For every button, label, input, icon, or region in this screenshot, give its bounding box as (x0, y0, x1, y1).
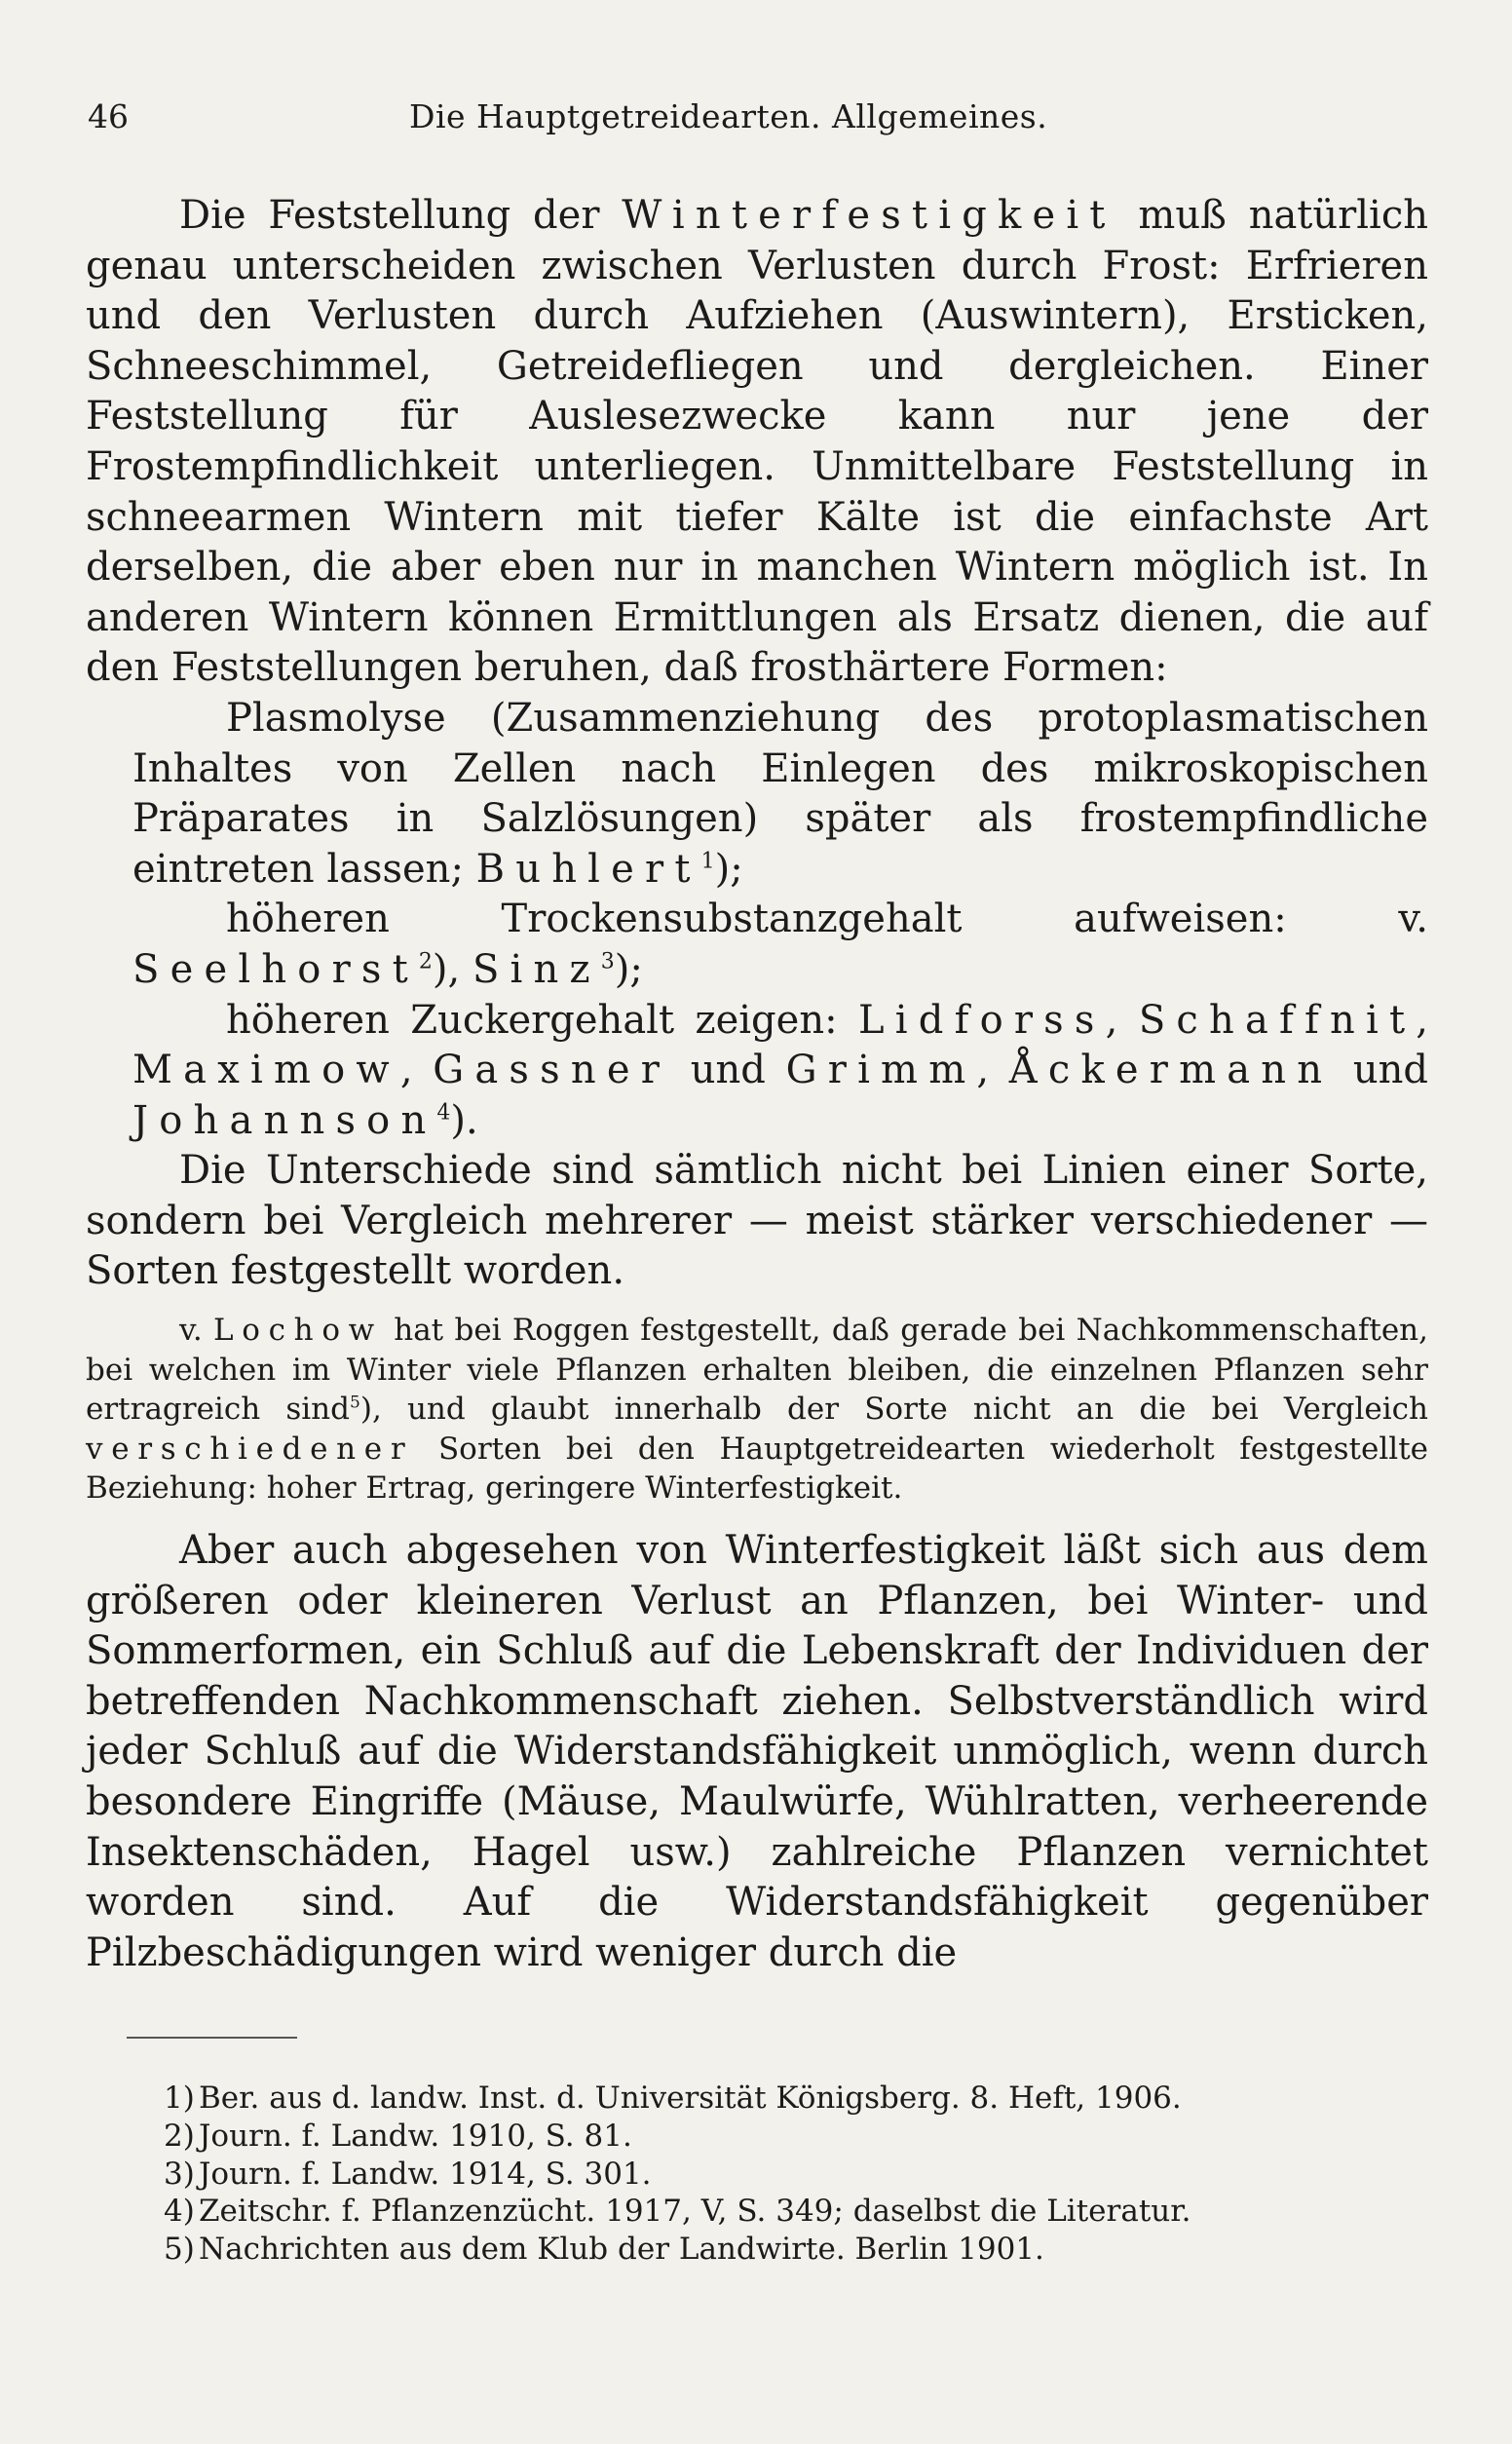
spaced-term: Winterfestigkeit (622, 193, 1116, 238)
footnote-mark: 5) (164, 2232, 195, 2268)
footnote-ref: 3 (600, 949, 615, 974)
footnote-ref: 1 (700, 849, 715, 874)
footnote-text: Journ. f. Landw. 1910, S. 81. (199, 2118, 632, 2154)
paragraph-winterfestigkeit: Die Feststellung der Winterfestigkeit muß natürlich genau unterscheiden zwischen Verlusten durch Frost: Erfrieren und den Verlusten durch Aufziehen (Auswintern), Ersticken, Schneeschimmel, Getreidefliegen und dergleichen. Einer Feststellung für Auslesezwecke kann nur jene der Frostempfindlichkeit unterliegen. Unmittelbare Feststellung in schneearmen Wintern mit tiefer Kälte ist die einfachste Art derselben, die aber eben nur in manchen Wintern möglich ist. In anderen Wintern können Ermittlungen als Ersatz dienen, die auf den Feststellungen beruhen, daß frosthärtere Formen: (86, 193, 1429, 691)
footnote-divider (127, 2037, 297, 2039)
footnote (164, 2231, 1420, 2269)
footnote-mark: 3) (164, 2156, 195, 2192)
footnote-ref: 2 (418, 949, 433, 974)
author-name: Maximow (132, 1048, 400, 1093)
author-name: Åckermann (1008, 1048, 1334, 1093)
footnote-text: Nachrichten aus dem Klub der Landwirte. Berlin 1901. (199, 2232, 1044, 2268)
paragraph-unterschiede: Die Unterschiede sind sämtlich nicht bei Linien einer Sorte, sondern bei Vergleich mehrerer — meist stärker verschiedener — Sorten festgestellt worden. (86, 1148, 1428, 1294)
author-name: Gassner (433, 1048, 671, 1093)
footnote (164, 2080, 1420, 2118)
author-name: Lochow (213, 1313, 383, 1349)
author-name: Buhlert (475, 846, 701, 892)
footnote-mark: 2) (164, 2118, 195, 2154)
small-print-block: v. Lochow hat bei Roggen festgestellt, daß gerade bei Nachkommenschaften, bei welchen im Winter viele Pflanzen erhalten bleiben, die einzelnen Pflanzen sehr ertragreich sind$^5$), und glaubt innerhalb der Sorte nicht an die bei Vergleich verschiedener Sorten bei den Hauptgetreidearten wiederholt festgestellte Beziehung: hoher Ertrag, geringere Winterfestigkeit. (86, 1313, 1428, 1507)
author-name: Johannson (132, 1097, 437, 1143)
footnote-text: Ber. aus d. landw. Inst. d. Universität Königsberg. 8. Heft, 1906. (199, 2081, 1182, 2116)
author-name: Lidforss (858, 997, 1106, 1043)
paragraph-lebenskraft: Aber auch abgesehen von Winterfestigkeit läßt sich aus dem größeren oder kleineren Verlust an Pflanzen, bei Winter- und Sommerformen, ein Schluß auf die Lebenskraft der Individuen der betreffenden Nachkommenschaft ziehen. Selbstverständlich wird jeder Schluß auf die Widerstandsfähigkeit unmöglich, wenn durch besondere Eingriffe (Mäuse, Maulwürfe, Wühlratten, verheerende Insektenschäden, Hagel usw.) zahlreiche Pflanzen vernichtet worden sind. Auf die Widerstandsfähigkeit gegenüber Pilzbeschädigungen wird weniger durch die (86, 1528, 1428, 1975)
footnote-ref: 4 (436, 1100, 451, 1126)
author-name: Sinz (472, 946, 601, 992)
footnote-mark: 1) (164, 2081, 195, 2116)
author-name: Seelhorst (132, 946, 419, 992)
footnote-text: Journ. f. Landw. 1914, S. 301. (199, 2156, 652, 2192)
footnotes (164, 2080, 1420, 2269)
footnote (164, 2118, 1420, 2156)
emphasis: verschiedener (86, 1431, 414, 1467)
page-number: 46 (88, 97, 129, 135)
main-text (86, 191, 1428, 1978)
running-title: Die Hauptgetreidearten. Allgemeines. (409, 97, 1048, 135)
footnote-mark: 4) (164, 2194, 195, 2230)
list-item-zuckergehalt: höheren Zuckergehalt zeigen: Lidforss, Schaffnit, Maximow, Gassner und Grimm, Åckermann und Johannson$^4$). (132, 997, 1429, 1143)
footnote-ref: 5 (350, 1393, 360, 1413)
footnote-text: Zeitschr. f. Pflanzenzücht. 1917, V, S. 349; daselbst die Literatur. (199, 2194, 1191, 2230)
author-name: Grimm (785, 1048, 977, 1093)
footnote (164, 2193, 1420, 2231)
list-item-trockensubstanz: höheren Trockensubstanzgehalt aufweisen: v. Seelhorst$^2$), Sinz$^3$); (132, 897, 1428, 992)
list-item-plasmolyse: Plasmolyse (Zusammenziehung des protoplasmatischen Inhaltes von Zellen nach Einlegen des mikroskopischen Präparates in Salzlösungen) später als frostempfindliche eintreten lassen; Buhlert$^1$); (132, 695, 1428, 892)
author-name: Schaffnit (1138, 997, 1417, 1043)
footnote (164, 2156, 1420, 2194)
